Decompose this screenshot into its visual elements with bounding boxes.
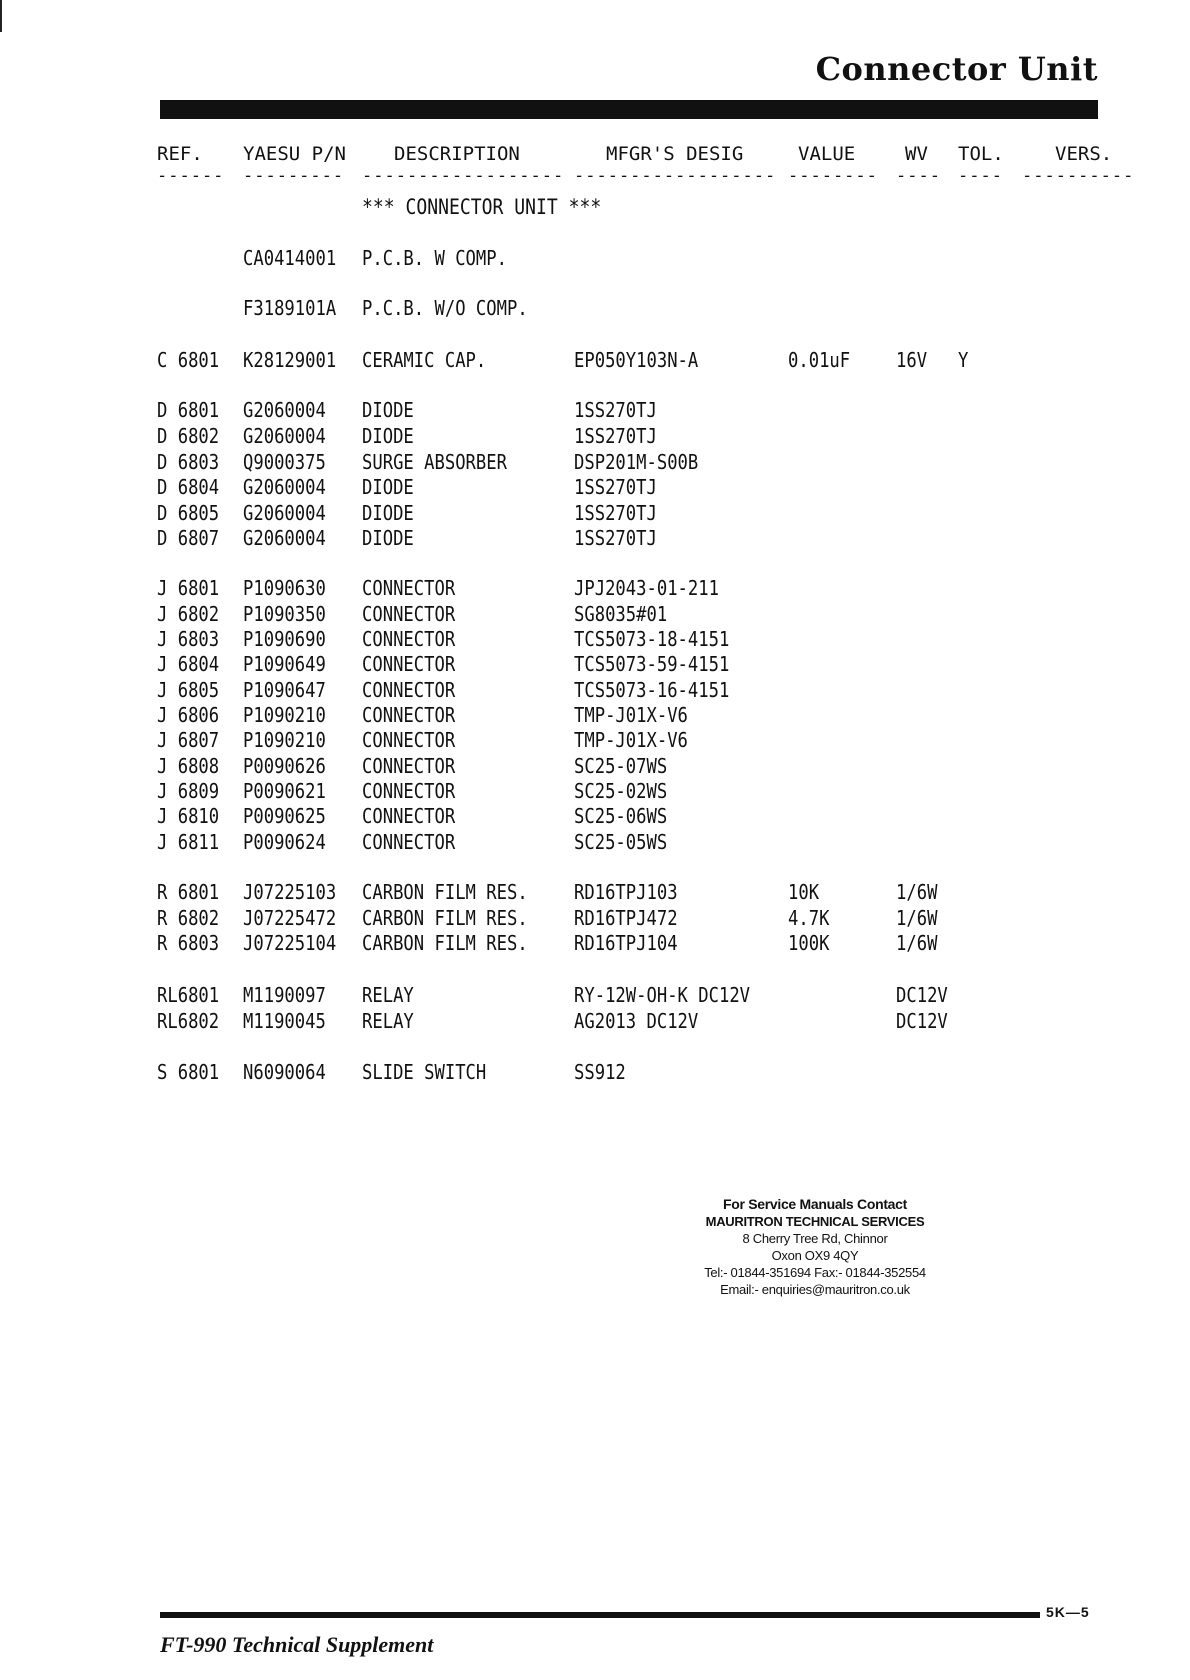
part-number-cell: J07225104: [243, 931, 337, 955]
ref-cell: D 6805: [157, 501, 220, 525]
value-cell: 10K: [788, 880, 820, 904]
header-vers: VERS.: [1055, 143, 1113, 165]
table-row: [0, 348, 1190, 374]
page-title: Connector Unit: [815, 50, 1098, 88]
wv-cell: 1/6W: [896, 906, 938, 930]
description-cell: CONNECTOR: [362, 754, 456, 778]
ref-cell: J 6811: [157, 830, 220, 854]
description-cell: CONNECTOR: [362, 576, 456, 600]
footer-title: FT-990 Technical Supplement: [160, 1632, 434, 1657]
table-row: [0, 728, 1190, 754]
mfgr-desig-cell: AG2013 DC12V: [574, 1009, 699, 1033]
part-number-cell: N6090064: [243, 1060, 326, 1084]
contact-line: For Service Manuals Contact: [722, 1196, 908, 1212]
underline-ref: ------: [157, 166, 225, 186]
bottom-rule: [160, 1612, 1040, 1618]
header-ref: REF.: [157, 143, 203, 165]
section-title: *** CONNECTOR UNIT ***: [362, 195, 602, 219]
ref-cell: D 6803: [157, 450, 220, 474]
part-number-cell: G2060004: [243, 398, 326, 422]
ref-cell: R 6803: [157, 931, 220, 955]
table-row: [0, 475, 1190, 501]
service-contact-block: [690, 1196, 940, 1298]
contact-line: 8 Cherry Tree Rd, Chinnor: [742, 1231, 888, 1246]
description-cell: CONNECTOR: [362, 652, 456, 676]
ref-cell: J 6801: [157, 576, 220, 600]
description-cell: CONNECTOR: [362, 703, 456, 727]
description-cell: CARBON FILM RES.: [362, 880, 528, 904]
part-number-cell: P1090647: [243, 678, 326, 702]
tol-cell: Y: [958, 348, 969, 372]
table-row: [0, 576, 1190, 602]
part-number-cell: M1190045: [243, 1009, 326, 1033]
value-cell: 100K: [788, 931, 830, 955]
underline-value: --------: [788, 166, 878, 186]
ref-cell: S 6801: [157, 1060, 220, 1084]
ref-cell: J 6803: [157, 627, 220, 651]
table-row: [0, 424, 1190, 450]
wv-cell: DC12V: [896, 983, 948, 1007]
contact-line: Tel:- 01844-351694 Fax:- 01844-352554: [704, 1265, 926, 1280]
ref-cell: D 6801: [157, 398, 220, 422]
description-cell: SLIDE SWITCH: [362, 1060, 487, 1084]
mfgr-desig-cell: TCS5073-16-4151: [574, 678, 730, 702]
underline-tol: ----: [958, 166, 1003, 186]
part-number-cell: J07225472: [243, 906, 337, 930]
mfgr-desig-cell: TCS5073-59-4151: [574, 652, 730, 676]
table-row: [0, 678, 1190, 704]
table-row: [0, 779, 1190, 805]
part-number-cell: G2060004: [243, 501, 326, 525]
part-number-cell: P1090210: [243, 728, 326, 752]
ref-cell: J 6809: [157, 779, 220, 803]
description-cell: DIODE: [362, 526, 414, 550]
wv-cell: 1/6W: [896, 880, 938, 904]
ref-cell: J 6807: [157, 728, 220, 752]
mfgr-desig-cell: TMP-J01X-V6: [574, 703, 688, 727]
page-number: 5K—5: [1046, 1604, 1090, 1620]
part-number-cell: P1090630: [243, 576, 326, 600]
part-number-cell: P0090626: [243, 754, 326, 778]
description-cell: P.C.B. W COMP.: [362, 246, 507, 270]
mfgr-desig-cell: SC25-02WS: [574, 779, 668, 803]
table-row: [0, 296, 1190, 322]
description-cell: CONNECTOR: [362, 728, 456, 752]
description-cell: CONNECTOR: [362, 779, 456, 803]
table-row: [0, 501, 1190, 527]
part-number-cell: Q9000375: [243, 450, 326, 474]
part-number-cell: K28129001: [243, 348, 337, 372]
mfgr-desig-cell: TMP-J01X-V6: [574, 728, 688, 752]
description-cell: CONNECTOR: [362, 602, 456, 626]
table-row: [0, 627, 1190, 653]
contact-line: Oxon OX9 4QY: [771, 1248, 859, 1263]
underline-description: ------------------: [362, 166, 565, 186]
table-row: [0, 398, 1190, 424]
ref-cell: J 6804: [157, 652, 220, 676]
header-part-number: YAESU P/N: [243, 143, 346, 165]
underline-mfgr-desig: ------------------: [574, 166, 777, 186]
mfgr-desig-cell: DSP201M-S00B: [574, 450, 699, 474]
ref-cell: J 6810: [157, 804, 220, 828]
mfgr-desig-cell: JPJ2043-01-211: [574, 576, 719, 600]
mfgr-desig-cell: SC25-06WS: [574, 804, 668, 828]
mfgr-desig-cell: 1SS270TJ: [574, 526, 657, 550]
part-number-cell: P1090210: [243, 703, 326, 727]
description-cell: CONNECTOR: [362, 627, 456, 651]
part-number-cell: G2060004: [243, 424, 326, 448]
top-rule: [160, 100, 1098, 119]
header-mfgr-desig: MFGR'S DESIG: [606, 143, 744, 165]
wv-cell: 16V: [896, 348, 928, 372]
table-row: [0, 880, 1190, 906]
value-cell: 0.01uF: [788, 348, 851, 372]
part-number-cell: M1190097: [243, 983, 326, 1007]
ref-cell: R 6802: [157, 906, 220, 930]
description-cell: CARBON FILM RES.: [362, 931, 528, 955]
description-cell: CERAMIC CAP.: [362, 348, 487, 372]
part-number-cell: G2060004: [243, 475, 326, 499]
header-value: VALUE: [798, 143, 856, 165]
mfgr-desig-cell: 1SS270TJ: [574, 424, 657, 448]
part-number-cell: CA0414001: [243, 246, 337, 270]
part-number-cell: P1090649: [243, 652, 326, 676]
part-number-cell: P0090625: [243, 804, 326, 828]
table-row: [0, 703, 1190, 729]
mfgr-desig-cell: RD16TPJ104: [574, 931, 678, 955]
mfgr-desig-cell: 1SS270TJ: [574, 501, 657, 525]
description-cell: CARBON FILM RES.: [362, 906, 528, 930]
ref-cell: J 6806: [157, 703, 220, 727]
header-wv: WV: [905, 143, 928, 165]
mfgr-desig-cell: RD16TPJ103: [574, 880, 678, 904]
part-number-cell: P0090621: [243, 779, 326, 803]
contact-line: Email:- enquiries@mauritron.co.uk: [720, 1282, 910, 1297]
underline-vers: ----------: [1022, 166, 1135, 186]
header-tol: TOL.: [958, 143, 1004, 165]
description-cell: RELAY: [362, 1009, 414, 1033]
table-row: [0, 246, 1190, 272]
mfgr-desig-cell: RY-12W-OH-K DC12V: [574, 983, 751, 1007]
description-cell: CONNECTOR: [362, 804, 456, 828]
ref-cell: D 6804: [157, 475, 220, 499]
underline-wv: ----: [896, 166, 941, 186]
table-row: [0, 450, 1190, 476]
description-cell: P.C.B. W/O COMP.: [362, 296, 528, 320]
mfgr-desig-cell: SS912: [574, 1060, 626, 1084]
table-row: [0, 906, 1190, 932]
description-cell: RELAY: [362, 983, 414, 1007]
header-description: DESCRIPTION: [394, 143, 520, 165]
table-row: [0, 983, 1190, 1009]
ref-cell: D 6807: [157, 526, 220, 550]
table-row: [0, 526, 1190, 552]
ref-cell: J 6805: [157, 678, 220, 702]
table-row: [0, 754, 1190, 780]
ref-cell: R 6801: [157, 880, 220, 904]
description-cell: CONNECTOR: [362, 830, 456, 854]
value-cell: 4.7K: [788, 906, 830, 930]
mfgr-desig-cell: 1SS270TJ: [574, 475, 657, 499]
mfgr-desig-cell: SC25-05WS: [574, 830, 668, 854]
ref-cell: RL6801: [157, 983, 220, 1007]
description-cell: DIODE: [362, 501, 414, 525]
mfgr-desig-cell: 1SS270TJ: [574, 398, 657, 422]
part-number-cell: P1090690: [243, 627, 326, 651]
ref-cell: RL6802: [157, 1009, 220, 1033]
wv-cell: DC12V: [896, 1009, 948, 1033]
ref-cell: J 6808: [157, 754, 220, 778]
description-cell: DIODE: [362, 475, 414, 499]
part-number-cell: F3189101A: [243, 296, 337, 320]
ref-cell: D 6802: [157, 424, 220, 448]
table-row: [0, 602, 1190, 628]
table-row: [0, 931, 1190, 957]
ref-cell: J 6802: [157, 602, 220, 626]
table-row: [0, 652, 1190, 678]
mfgr-desig-cell: SC25-07WS: [574, 754, 668, 778]
part-number-cell: P0090624: [243, 830, 326, 854]
page-edge-mark: [0, 0, 2, 32]
ref-cell: C 6801: [157, 348, 220, 372]
description-cell: SURGE ABSORBER: [362, 450, 507, 474]
part-number-cell: G2060004: [243, 526, 326, 550]
description-cell: CONNECTOR: [362, 678, 456, 702]
table-row: [0, 830, 1190, 856]
contact-line: MAURITRON TECHNICAL SERVICES: [705, 1214, 925, 1229]
mfgr-desig-cell: SG8035#01: [574, 602, 668, 626]
mfgr-desig-cell: EP050Y103N-A: [574, 348, 699, 372]
part-number-cell: P1090350: [243, 602, 326, 626]
table-row: [0, 1060, 1190, 1086]
underline-part-number: ---------: [243, 166, 345, 186]
part-number-cell: J07225103: [243, 880, 337, 904]
wv-cell: 1/6W: [896, 931, 938, 955]
table-row: [0, 1009, 1190, 1035]
description-cell: DIODE: [362, 398, 414, 422]
mfgr-desig-cell: TCS5073-18-4151: [574, 627, 730, 651]
description-cell: DIODE: [362, 424, 414, 448]
mfgr-desig-cell: RD16TPJ472: [574, 906, 678, 930]
table-row: [0, 804, 1190, 830]
